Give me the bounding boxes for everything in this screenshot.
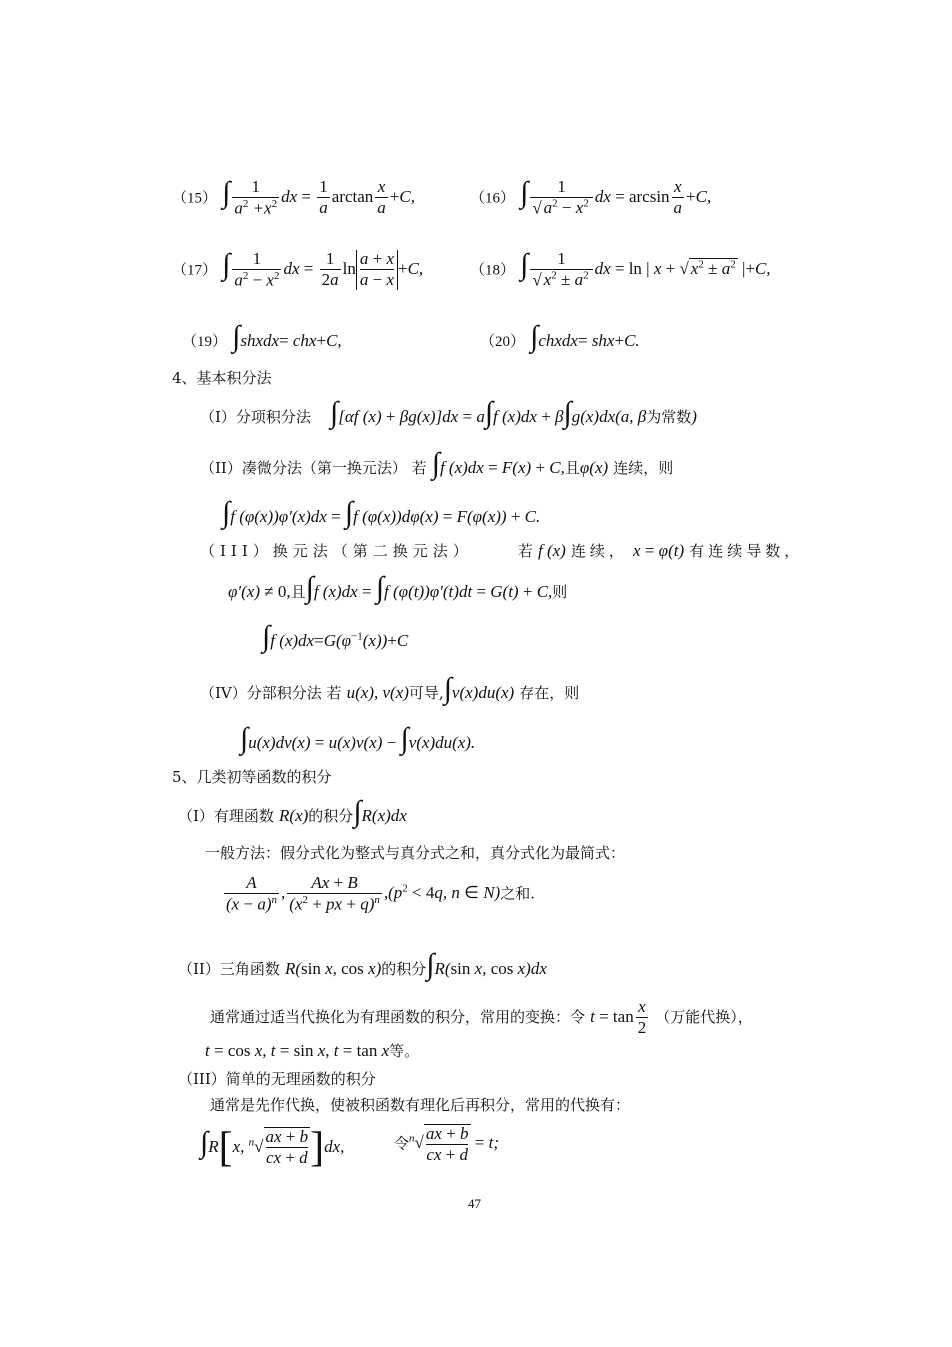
section-4-heading: 4、基本积分法 <box>172 369 272 387</box>
section-5-heading: 5、几类初等函数的积分 <box>172 768 332 786</box>
trig-alternatives: t = cos x, t = sin x, t = tan x等。 <box>205 1041 420 1060</box>
method-ii: （II）凑微分法（第一换元法） 若 ∫f (x)dx = F(x) + C,且φ(x) 连续，则 <box>200 447 674 480</box>
method-ii-label: （II）凑微分法（第一换元法） 若 <box>200 459 427 477</box>
formula-label: （17） <box>172 262 218 279</box>
formula-18: （18） ∫ $\frac{1}{√ x^2 \pm a^2}$ dx = ln | x + √ $x^2 \pm a^2$ |+C, <box>470 248 771 290</box>
method-iii-label: （III）换元法（第二换元法） <box>200 542 473 560</box>
formula-17: （17） ∫ $\frac{1}{a^2 - x^2}$ dx = $\frac{1}{2a}$ ln $\frac{a + x}{a - x}$ +C, <box>172 248 424 290</box>
method-iii-formula: φ′(x) ≠ 0,且∫f (x)dx = ∫f (φ(t))φ′(t)dt = G(t) + C,则 <box>228 571 568 604</box>
method-iv: （IV）分部积分法 若 u(x), v(x)可导,∫v(x)du(x) 存在，则 <box>200 672 580 705</box>
formula-19: （19） ∫shxdx= chx+C, <box>182 320 342 353</box>
method-i-label: （I）分项积分法 <box>200 408 311 426</box>
formula-label: （19） <box>182 334 228 350</box>
formula-label: （20） <box>480 334 526 350</box>
general-method: 一般方法：假分式化为整式与真分式之和，真分式化为最简式： <box>205 844 626 862</box>
rational-functions: （I）有理函数 R(x)的积分∫R(x)dx <box>178 795 407 828</box>
formula-16: （16） ∫ $\frac{1}{√ a^2 - x^2}$ dx = arcsin $\frac{x}{a}$ +C, <box>470 176 712 218</box>
method-ii-formula: ∫f (φ(x))φ′(x)dx = ∫f (φ(x))dφ(x) = F(φ(x)) + C. <box>222 496 541 529</box>
page-number: 47 <box>468 1196 481 1211</box>
irrational-text: 通常是先作代换，使被积函数有理化后再积分，常用的代换有： <box>210 1096 631 1114</box>
irrational-formula: ∫R[x, $^n$√ $\frac{ax + b}{cx + d}$ ]dx, <box>200 1125 345 1171</box>
formula-15: （15） ∫ $\frac{1}{a^2 +x^2}$ dx = $\frac{1}{a}$ arctan $\frac{x}{a}$ +C, <box>172 176 415 218</box>
method-iii: （III）换元法（第二换元法） 若 f (x) 连续， x = φ(t) 有连续导数， <box>200 541 804 560</box>
irrational-heading: （III）简单的无理函数的积分 <box>178 1070 376 1088</box>
simplest-fractions: $\frac{A}{(x - a)^n}$ , $\frac{Ax + B}{(x^2 + px + q)^n}$ $,(p^2 < 4q$, n ∈ N)之和. <box>226 873 535 914</box>
trig-functions: （II）三角函数 R(sin x, cos x)的积分∫R(sin x, cos x)dx <box>178 948 547 981</box>
method-iii-result: ∫f $(x)dx=G(\varphi^{-1}(x))+C$ <box>262 620 409 653</box>
formula-20: （20） ∫chxdx= shx+C. <box>480 320 640 353</box>
formula-label: （16） <box>470 190 516 207</box>
formula-label: （15） <box>172 190 218 207</box>
formula-label: （18） <box>470 262 516 279</box>
trig-substitution: 通常通过适当代换化为有理函数的积分，常用的变换：令 t = tan $\frac{x}{2}$ （万能代换）， <box>210 997 753 1037</box>
method-iv-label: （IV）分部积分法 若 <box>200 684 342 702</box>
method-i: （I）分项积分法 ∫[αf (x) + βg(x)]dx = a∫f (x)dx + β∫g(x)dx(a, β为常数) <box>200 396 697 429</box>
irrational-substitution: 令$^n$√ $\frac{ax + b}{cx + d}$ = t; <box>394 1124 499 1164</box>
method-iv-formula: ∫u(x)dv(x) = u(x)v(x) − ∫v(x)du(x). <box>240 722 476 755</box>
